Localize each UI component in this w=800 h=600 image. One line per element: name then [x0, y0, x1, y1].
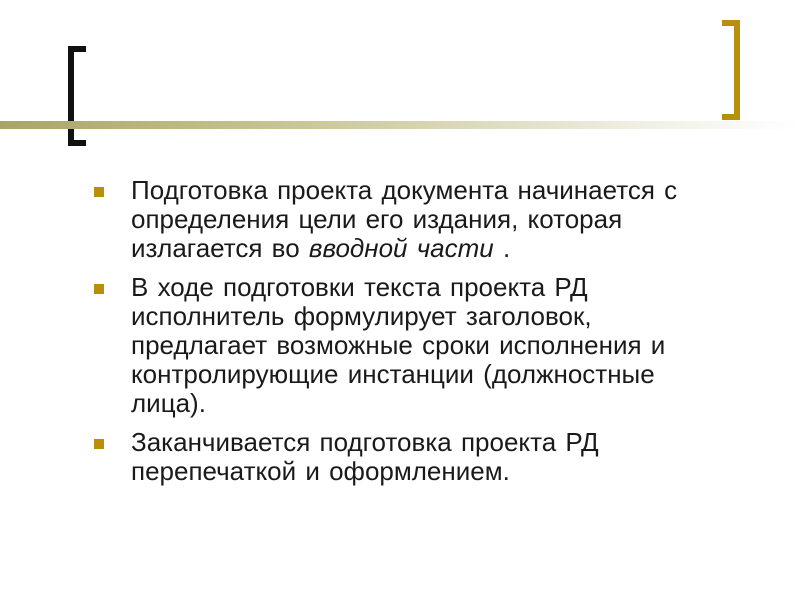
square-bullet-icon — [94, 439, 104, 449]
bullet-item — [94, 273, 734, 418]
right-bracket-decoration — [722, 20, 740, 120]
bullet-text — [131, 175, 677, 263]
square-bullet-icon — [94, 187, 104, 197]
left-bracket-decoration — [68, 46, 86, 146]
square-bullet-icon — [94, 284, 104, 294]
bullet-text-end: . — [493, 233, 511, 263]
bullet-list — [94, 176, 734, 486]
bullet-text: В ходе подготовки текста проекта РД исполнитель формулирует заголовок, предлагает возможные сроки исполнения и контролирующие инстанции (должностные лица). — [131, 272, 666, 418]
bullet-text-start: Подготовка проекта документа начинается с определения цели его издания, которая излагается во — [131, 175, 678, 263]
title-divider-rule — [0, 121, 800, 129]
slide-body — [94, 176, 734, 496]
bullet-text-emphasis: вводной части — [308, 233, 494, 263]
bullet-text: Заканчивается подготовка проекта РД перепечаткой и оформлением. — [131, 427, 599, 486]
bullet-item — [94, 428, 734, 486]
bullet-item — [94, 176, 734, 263]
